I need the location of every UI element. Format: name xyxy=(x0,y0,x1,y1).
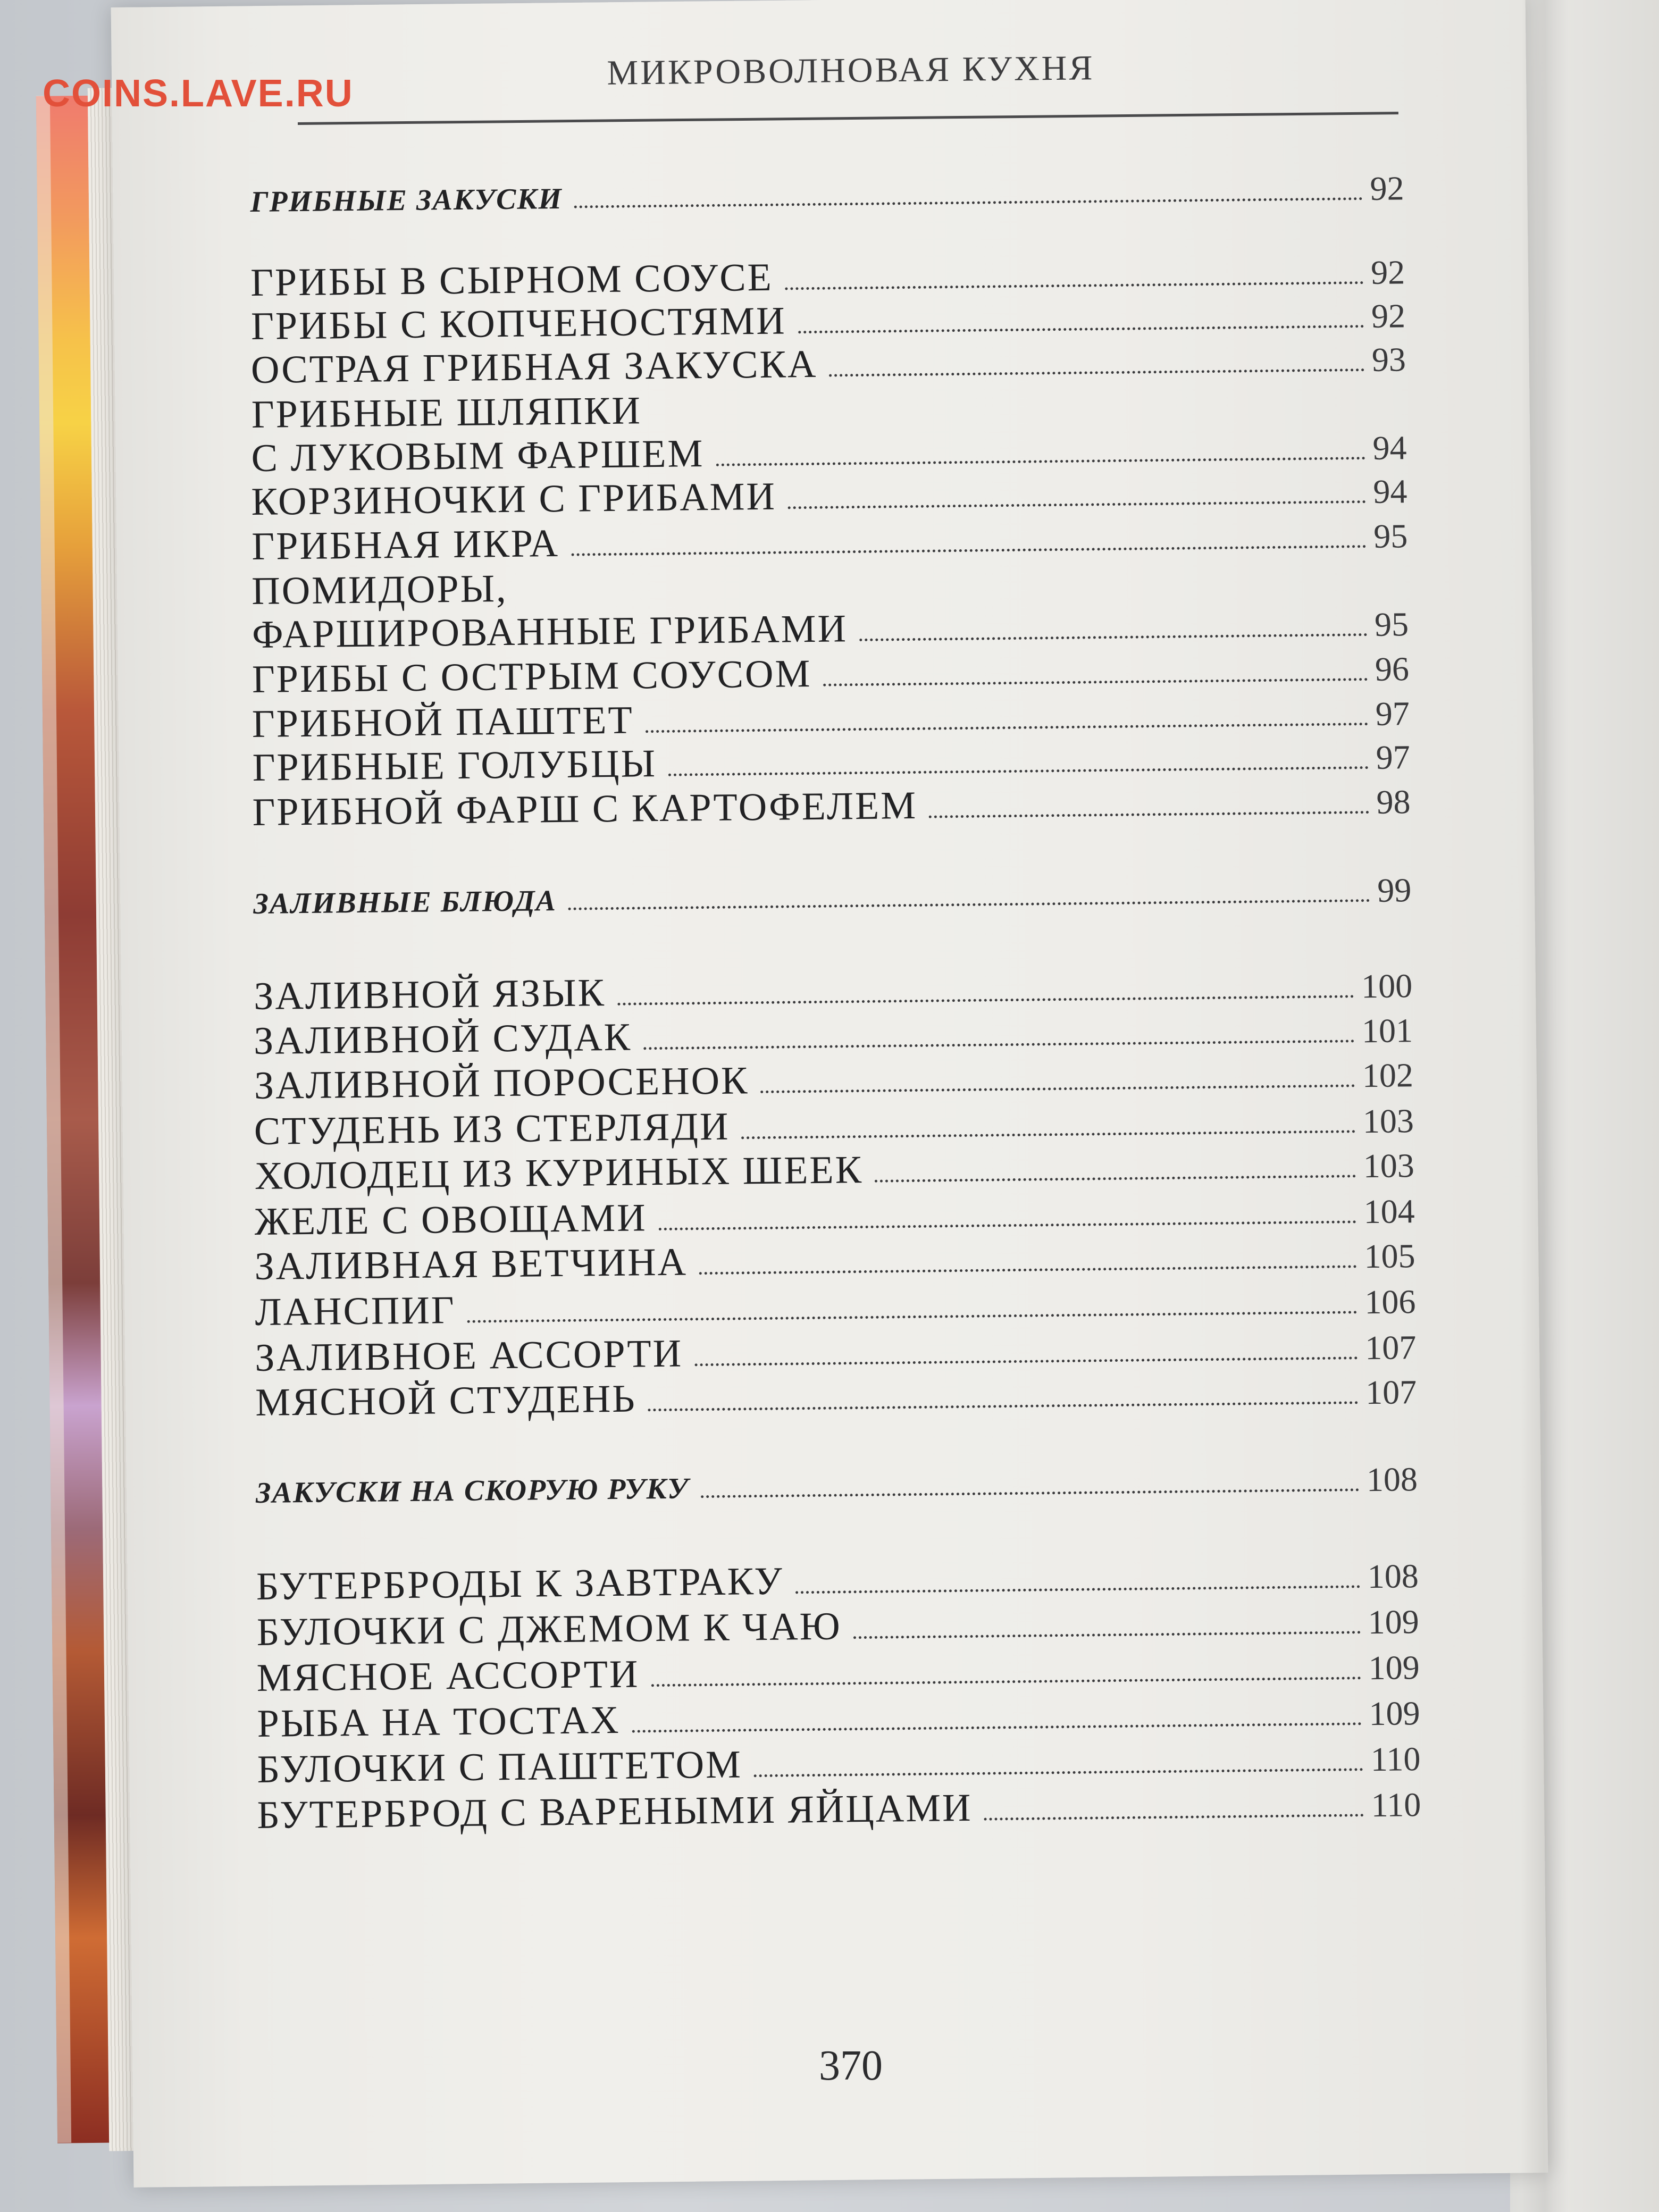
toc-entry-title: ОСТРАЯ ГРИБНАЯ ЗАКУСКА xyxy=(250,342,818,392)
toc-entry-title: БУТЕРБРОДЫ К ЗАВТРАКУ xyxy=(256,1559,784,1609)
toc-page-number: 102 xyxy=(1362,1056,1414,1095)
toc-entry-title: СТУДЕНЬ ИЗ СТЕРЛЯДИ xyxy=(254,1104,730,1154)
toc-entry-title: ГРИБНЫЕ ЗАКУСКИ xyxy=(250,182,563,219)
toc-leader-dots xyxy=(568,899,1370,910)
running-head: МИКРОВОЛНОВАЯ КУХНЯ xyxy=(607,48,1095,93)
toc-leader-dots xyxy=(571,545,1366,556)
toc-leader-dots xyxy=(929,811,1369,818)
toc-page-number: 97 xyxy=(1375,694,1410,733)
toc-leader-dots xyxy=(788,500,1366,509)
toc-leader-dots xyxy=(701,1488,1359,1498)
toc-entry-title: БУЛОЧКИ С ПАШТЕТОМ xyxy=(257,1742,743,1792)
toc-leader-dots xyxy=(659,1220,1356,1230)
toc-page-number: 95 xyxy=(1373,517,1408,555)
toc-entry-title: ФАРШИРОВАННЫЕ ГРИБАМИ xyxy=(252,607,848,657)
toc-entry-title: С ЛУКОВЫМ ФАРШЕМ xyxy=(251,432,705,480)
toc-entry-title: БУТЕРБРОД С ВАРЕНЫМИ ЯЙЦАМИ xyxy=(256,1786,973,1838)
toc-leader-dots xyxy=(761,1084,1355,1093)
toc-leader-dots xyxy=(823,678,1368,686)
toc-entry-title: БУЛОЧКИ С ДЖЕМОМ К ЧАЮ xyxy=(256,1604,842,1655)
toc-leader-dots xyxy=(574,197,1363,208)
toc-entry-title: ГРИБНАЯ ИКРА xyxy=(251,521,560,569)
toc-page-number: 110 xyxy=(1371,1786,1421,1824)
toc-leader-dots xyxy=(699,1265,1357,1275)
toc-page-number: 106 xyxy=(1364,1283,1416,1321)
toc-page-number: 107 xyxy=(1365,1373,1417,1412)
toc-page-number: 109 xyxy=(1368,1648,1420,1687)
toc-leader-dots xyxy=(467,1311,1358,1323)
toc-entry-title: ГРИБНЫЕ ШЛЯПКИ xyxy=(251,389,642,437)
toc-page-number: 98 xyxy=(1376,783,1411,821)
toc-entry-title: ЛАНСПИГ xyxy=(255,1288,456,1335)
toc-entry-title: ГРИБЫ В СЫРНОМ СОУСЕ xyxy=(250,255,774,305)
toc-entry-title: ЗАЛИВНОЙ СУДАК xyxy=(253,1015,632,1063)
toc-leader-dots xyxy=(617,995,1354,1006)
toc-leader-dots xyxy=(798,325,1364,333)
toc-entry-title: ЗАЛИВНОЙ ПОРОСЕНОК xyxy=(254,1059,749,1108)
toc-entry-title: ЗАЛИВНЫЕ БЛЮДА xyxy=(253,884,557,921)
toc-page-number: 94 xyxy=(1373,472,1407,510)
toc-page-number: 94 xyxy=(1372,429,1407,467)
toc-leader-dots xyxy=(785,281,1363,290)
toc-page-number: 105 xyxy=(1364,1237,1415,1276)
toc-entry-title: ГРИБЫ С КОПЧЕНОСТЯМИ xyxy=(250,299,787,348)
toc-page-number: 108 xyxy=(1366,1460,1418,1499)
toc-leader-dots xyxy=(984,1814,1364,1820)
toc-entry-title: ХОЛОДЕЦ ИЗ КУРИНЫХ ШЕЕК xyxy=(254,1148,864,1199)
toc-entry-title: ГРИБЫ С ОСТРЫМ СОУСОМ xyxy=(252,651,812,702)
toc-page-number: 107 xyxy=(1364,1328,1417,1367)
toc-entry-title: ЗАЛИВНАЯ ВЕТЧИНА xyxy=(254,1240,688,1289)
toc-entry-title: МЯСНОЕ АССОРТИ xyxy=(256,1652,640,1700)
toc-page-number: 100 xyxy=(1361,967,1413,1006)
toc-entry-title: КОРЗИНОЧКИ С ГРИБАМИ xyxy=(251,474,777,524)
toc-page-number: 103 xyxy=(1362,1102,1414,1141)
toc-entry-title: ЗАЛИВНОЙ ЯЗЫК xyxy=(253,971,606,1019)
toc-page-number: 99 xyxy=(1377,871,1412,909)
toc-leader-dots xyxy=(646,723,1368,733)
toc-leader-dots xyxy=(853,1631,1361,1639)
page-number: 370 xyxy=(819,2042,883,2089)
toc-page-number: 103 xyxy=(1363,1146,1415,1185)
toc-leader-dots xyxy=(716,457,1365,466)
toc-leader-dots xyxy=(875,1175,1356,1182)
toc-page-number: 92 xyxy=(1370,169,1404,207)
toc-page-number: 101 xyxy=(1361,1011,1413,1050)
toc-leader-dots xyxy=(830,368,1365,377)
toc-page-number: 110 xyxy=(1370,1740,1421,1779)
toc-page-number: 96 xyxy=(1375,650,1410,688)
spine-shadow xyxy=(1521,0,1569,2212)
toc-page-number: 92 xyxy=(1371,297,1406,335)
toc-page-number: 109 xyxy=(1369,1694,1420,1733)
toc-leader-dots xyxy=(643,1040,1354,1050)
toc-entry-title: ГРИБНОЙ ПАШТЕТ xyxy=(252,698,634,747)
toc-page-number: 104 xyxy=(1363,1192,1415,1231)
toc-entry-title: МЯСНОЙ СТУДЕНЬ xyxy=(255,1377,637,1425)
toc-entry-title: ГРИБНЫЕ ГОЛУБЦЫ xyxy=(252,742,657,790)
toc-leader-dots xyxy=(754,1768,1363,1777)
toc-entry-title: ГРИБНОЙ ФАРШ С КАРТОФЕЛЕМ xyxy=(252,783,918,835)
toc-page-number: 95 xyxy=(1374,605,1409,643)
toc-page-number: 108 xyxy=(1367,1557,1419,1596)
toc-page-number: 109 xyxy=(1368,1603,1420,1641)
toc-page-number: 97 xyxy=(1376,738,1411,776)
toc-entry-title: ЖЕЛЕ С ОВОЩАМИ xyxy=(254,1196,647,1244)
toc-leader-dots xyxy=(651,1677,1361,1687)
toc-leader-dots xyxy=(694,1356,1358,1366)
toc-leader-dots xyxy=(668,766,1369,776)
toc-leader-dots xyxy=(795,1585,1360,1594)
toc-entry-title: ЗАЛИВНОЕ АССОРТИ xyxy=(254,1331,683,1380)
toc-entry-title: ПОМИДОРЫ, xyxy=(251,566,508,614)
toc-leader-dots xyxy=(632,1722,1362,1732)
watermark: COINS.LAVE.RU xyxy=(43,72,354,115)
toc-entry-title: РЫБА НА ТОСТАХ xyxy=(257,1698,621,1746)
toc-leader-dots xyxy=(648,1401,1359,1411)
toc-page-number: 92 xyxy=(1370,253,1405,291)
toc-entry-title: ЗАКУСКИ НА СКОРУЮ РУКУ xyxy=(255,1472,690,1510)
toc-leader-dots xyxy=(742,1130,1356,1139)
toc-page-number: 93 xyxy=(1371,340,1406,379)
toc-leader-dots xyxy=(859,633,1367,641)
